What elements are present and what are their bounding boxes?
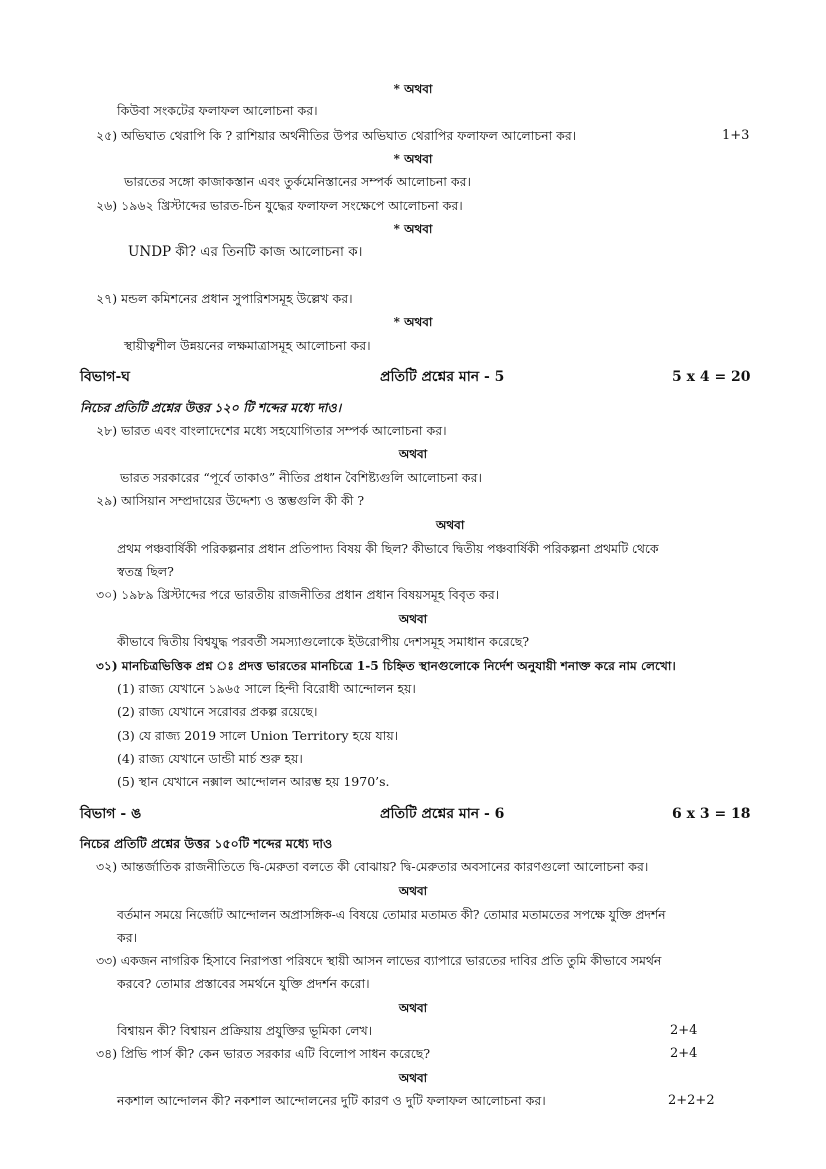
or-divider: অথবা <box>398 447 428 461</box>
question-26: ২৬) ১৯৬২ খ্রিস্টাব্দের ভারত-চিন যুদ্ধের ফলাফল সংক্ষেপে আলোচনা কর। <box>96 198 463 213</box>
question-28: ২৮) ভারত এবং বাংলাদেশের মধ্যে সহযোগিতার সম্পর্ক আলোচনা কর। <box>96 423 447 438</box>
question-alt-text: প্রথম পঞ্চবার্ষিকী পরিকল্পনার প্রধান প্রতিপাদ্য বিষয় কী ছিল? কীভাবে দ্বিতীয় পঞ্চবার্ষিকী পরিকল্পনা প্রথমটি থেকে <box>117 542 659 556</box>
or-divider: অথবা <box>398 1071 428 1085</box>
or-divider: * অথবা <box>393 222 433 236</box>
question-33: ৩৩) একজন নাগরিক হিসাবে নিরাপত্তা পরিষদে স্থায়ী আসন লাভের ব্যাপারে ভারতের দাবির প্রতি তুমি কীভাবে সমর্থন <box>96 954 662 968</box>
or-divider: অথবা <box>398 612 428 626</box>
question-alt-text: নকশাল আন্দোলন কী? নকশাল আন্দোলনের দুটি কারণ ও দুটি ফলাফল আলোচনা কর। <box>117 1093 546 1108</box>
or-divider: অথবা <box>398 884 428 898</box>
map-item: (3) যে রাজ্য 2019 সালে Union Territory হয়ে যায়। <box>117 728 399 743</box>
marks-q33-alt: 2+4 <box>670 1023 698 1038</box>
section-total: 5 x 4 = 20 <box>672 369 751 385</box>
question-alt-text: UNDP কী? এর তিনটি কাজ আলোচনা ক। <box>128 244 363 260</box>
question-27: ২৭) মন্ডল কমিশনের প্রধান সুপারিশসমূহ উল্লেখ কর। <box>96 291 353 306</box>
question-alt-text: ভারত সরকারের “পূর্বে তাকাও” নীতির প্রধান বৈশিষ্ট্যগুলি আলোচনা কর। <box>120 470 482 485</box>
marks-q34: 2+4 <box>670 1046 698 1061</box>
question-29: ২৯) আসিয়ান সম্প্রদায়ের উদ্দেশ্য ও স্তম্ভগুলি কী কী ? <box>96 493 365 508</box>
or-divider: অথবা <box>398 1001 428 1015</box>
section-mark-label: প্রতিটি প্রশ্নের মান - 5 <box>380 369 505 385</box>
section-mark-label: প্রতিটি প্রশ্নের মান - 6 <box>380 806 505 822</box>
question-33-cont: করবে? তোমার প্রস্তাবের সমর্থনে যুক্তি প্রদর্শন করো। <box>117 976 370 991</box>
or-divider: অথবা <box>436 518 465 532</box>
question-alt-text: স্থায়ীত্বশীল উন্নয়নের লক্ষমাত্রাসমূহ আলোচনা কর। <box>124 338 371 353</box>
question-30: ৩০) ১৯৮৯ খ্রিস্টাব্দের পরে ভারতীয় রাজনীতির প্রধান প্রধান বিষয়সমূহ বিবৃত কর। <box>96 587 500 602</box>
section-instruction: নিচের প্রতিটি প্রশ্নের উত্তর ১২০ টি শব্দের মধ্যে দাও। <box>80 400 342 415</box>
question-34: ৩৪) প্রিভি পার্স কী? কেন ভারত সরকার এটি বিলোপ সাধন করেছে? <box>96 1046 431 1061</box>
marks-q34-alt: 2+2+2 <box>668 1093 715 1108</box>
section-instruction: নিচের প্রতিটি প্রশ্নের উত্তর ১৫০টি শব্দের মধ্যে দাও <box>80 836 333 851</box>
question-alt-text: কিউবা সংকটের ফলাফল আলোচনা কর। <box>117 103 318 118</box>
map-item: (1) রাজ্য যেখানে ১৯৬৫ সালে হিন্দী বিরোধী আন্দোলন হয়। <box>117 681 416 696</box>
marks-q25: 1+3 <box>722 128 750 143</box>
question-alt-text: বর্তমান সময়ে নির্জোট আন্দোলন অপ্রাসঙ্গিক-এ বিষয়ে তোমার মতামত কী? তোমার মতামতের সপক্ষে যুক্তি প্রদর্শন <box>117 908 666 922</box>
question-25: ২৫) অভিঘাত থেরাপি কি ? রাশিয়ার অর্থনীতির উপর অভিঘাত থেরাপির ফলাফল আলোচনা কর। <box>96 128 577 143</box>
or-divider: * অথবা <box>393 315 433 329</box>
question-alt-text: স্বতন্ত্র ছিল? <box>117 564 174 579</box>
map-item: (4) রাজ্য যেখানে ডান্ডী মার্চ শুরু হয়। <box>117 751 303 766</box>
question-32: ৩২) আন্তর্জাতিক রাজনীতিতে দ্বি-মেরুতা বলতে কী বোঝায়? দ্বি-মেরুতার অবসানের কারণগুলো আলোচনা কর। <box>96 859 649 874</box>
or-divider: * অথবা <box>393 152 433 166</box>
question-alt-text: ভারতের সঙ্গো কাজাকস্তান এবং তুর্কমেনিস্তানের সম্পর্ক আলোচনা কর। <box>124 174 471 189</box>
question-alt-text: কীভাবে দ্বিতীয় বিশ্বযুদ্ধ পরবর্তী সমস্যাগুলোকে ইউরোপীয় দেশসমূহ সমাধান করেছে? <box>117 634 530 649</box>
map-item: (5) স্থান যেখানে নক্সাল আন্দোলন আরম্ভ হয় 1970’s. <box>117 774 390 789</box>
or-divider: * অথবা <box>393 82 433 96</box>
section-total: 6 x 3 = 18 <box>672 806 751 822</box>
question-alt-text: কর। <box>117 930 138 945</box>
question-31: ৩১) মানচিত্রভিত্তিক প্রশ্ন ঃ প্রদত্ত ভারতের মানচিত্রে 1-5 চিহ্নিত স্থানগুলোকে নির্দেশ অনুযায়ী শনাক্ত করে নাম লেখো। <box>96 659 676 673</box>
question-alt-text: বিশ্বায়ন কী? বিশ্বায়ন প্রক্রিয়ায় প্রযুক্তির ভূমিকা লেখ। <box>117 1023 373 1038</box>
section-label: বিভাগ - ঙ <box>80 806 142 822</box>
map-item: (2) রাজ্য যেখানে সরোবর প্রকল্প রয়েছে। <box>117 704 318 719</box>
section-label: বিভাগ-ঘ <box>80 369 130 385</box>
